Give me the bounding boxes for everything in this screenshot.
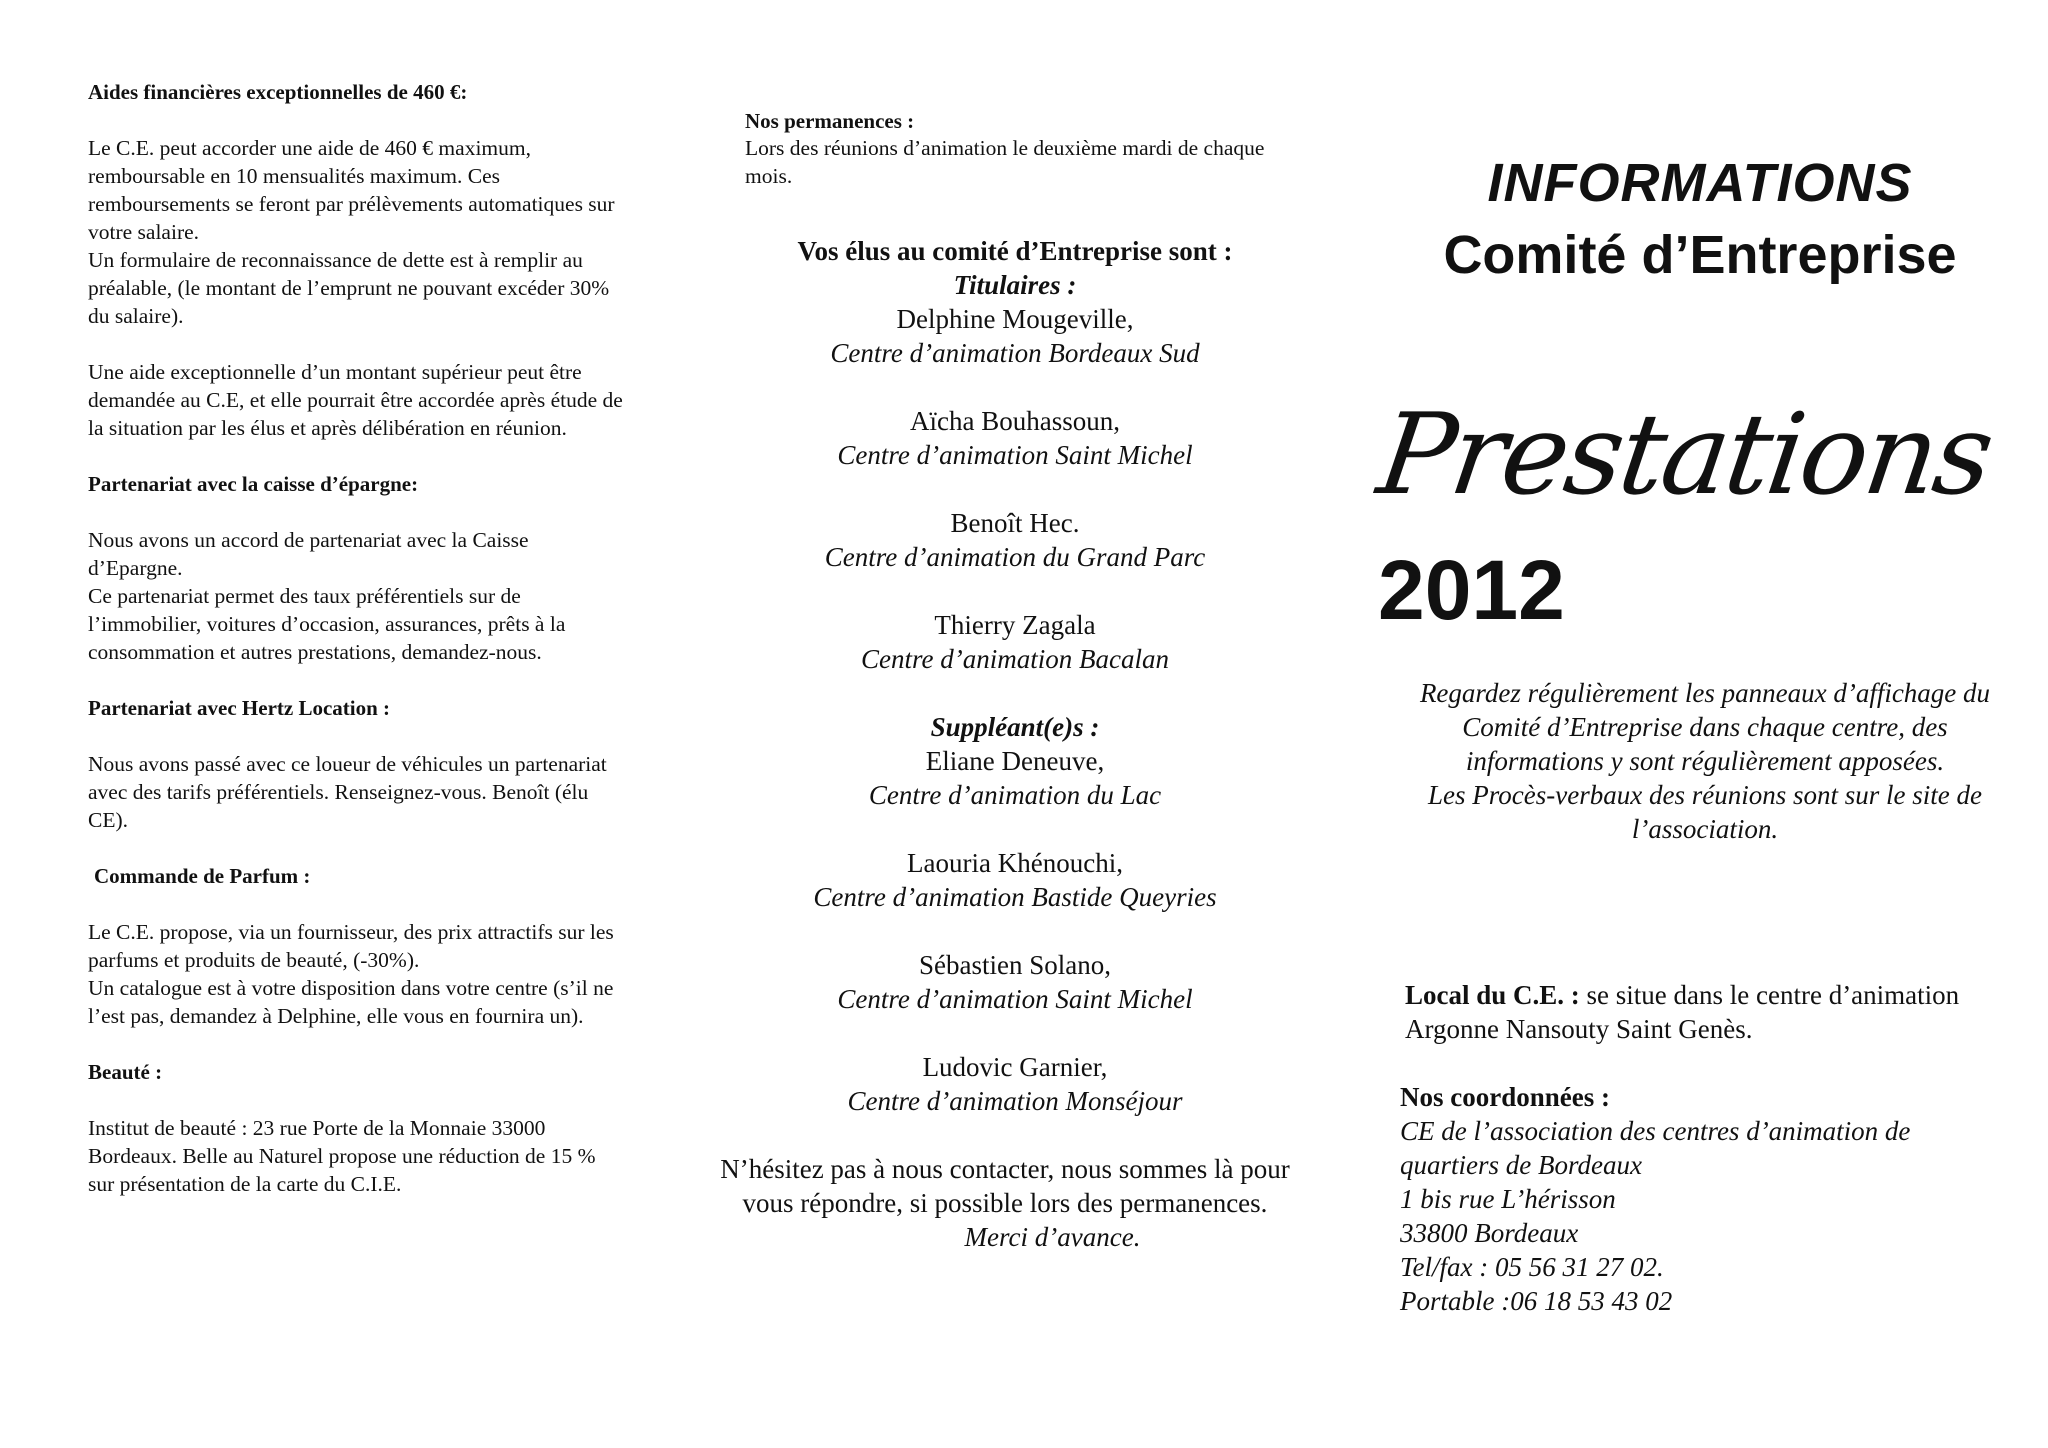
- contact-line: N’hésitez pas à nous contacter, nous sommes là pour: [720, 1154, 1290, 1184]
- coord-line: 33800 Bordeaux: [1400, 1218, 1579, 1248]
- titulaires-label: Titulaires :: [953, 270, 1077, 300]
- hertz-line: Nous avons passé avec ce loueur de véhicules un partenariat: [88, 752, 607, 776]
- member-name: Delphine Mougeville,: [896, 304, 1134, 334]
- notice-line: Comité d’Entreprise dans chaque centre, des: [1462, 712, 1948, 742]
- coord-line: CE de l’association des centres d’animation de: [1400, 1116, 1911, 1146]
- year-title: 2012: [1378, 543, 1565, 637]
- contact-thanks: Merci d’avance.: [964, 1222, 1141, 1252]
- caisse-line: consommation et autres prestations, demandez-nous.: [88, 640, 542, 664]
- coord-mobile: Portable :06 18 53 43 02: [1400, 1286, 1673, 1316]
- aides-line: Le C.E. peut accorder une aide de 460 € maximum,: [88, 136, 531, 160]
- caisse-line: l’immobilier, voitures d’occasion, assurances, prêts à la: [88, 612, 566, 636]
- member-centre: Centre d’animation du Lac: [868, 780, 1162, 810]
- permanences-heading: Nos permanences :: [745, 109, 915, 133]
- comite-title: Comité d’Entreprise: [1443, 225, 1957, 285]
- local-text: se situe dans le centre d’animation: [1579, 980, 1960, 1010]
- middle-column: [720, 108, 1365, 1254]
- notice-line: Regardez régulièrement les panneaux d’affichage du: [1419, 678, 1991, 708]
- member-centre: Centre d’animation Bordeaux Sud: [830, 338, 1200, 368]
- permanences-line: mois.: [745, 164, 793, 188]
- member-name: Laouria Khénouchi,: [907, 848, 1123, 878]
- member-centre: Centre d’animation Saint Michel: [837, 984, 1193, 1014]
- aides-line: Un formulaire de reconnaissance de dette est à remplir au: [88, 248, 583, 272]
- member-centre: Centre d’animation Monséjour: [847, 1086, 1183, 1116]
- affichage-notice: [1375, 676, 2035, 846]
- hertz-heading: Partenariat avec Hertz Location :: [88, 696, 391, 720]
- notice-line: informations y sont régulièrement apposées.: [1465, 746, 1945, 776]
- coord-line: 1 bis rue L’hérisson: [1400, 1184, 1616, 1214]
- cover-title: [1370, 150, 2030, 294]
- beaute-line: Institut de beauté : 23 rue Porte de la Monnaie 33000: [88, 1116, 546, 1140]
- member-name: Benoît Hec.: [950, 508, 1080, 538]
- caisse-heading: Partenariat avec la caisse d’épargne:: [88, 472, 419, 496]
- member-centre: Centre d’animation du Grand Parc: [824, 542, 1206, 572]
- member-name: Aïcha Bouhassoun,: [910, 406, 1120, 436]
- notice-line: Les Procès-verbaux des réunions sont sur le site de: [1428, 780, 1982, 810]
- coord-heading: Nos coordonnées :: [1400, 1082, 1610, 1112]
- local-label: Local du C.E. :: [1405, 980, 1580, 1010]
- beaute-line: sur présentation de la carte du C.I.E.: [88, 1172, 402, 1196]
- caisse-line: Nous avons un accord de partenariat avec la Caisse: [88, 528, 529, 552]
- aides-line: demandée au C.E, et elle pourrait être accordée après étude de: [88, 388, 623, 412]
- aides-heading: Aides financières exceptionnelles de 460 €:: [88, 80, 468, 104]
- parfum-line: l’est pas, demandez à Delphine, elle vous en fournira un).: [88, 1004, 584, 1028]
- suppleants-label: Suppléant(e)s :: [930, 712, 1100, 742]
- elus-list: [705, 234, 1325, 1118]
- left-column: [88, 78, 708, 1198]
- member-centre: Centre d’animation Bacalan: [861, 644, 1169, 674]
- caisse-line: d’Epargne.: [88, 556, 183, 580]
- prestations-title: Prestations: [1370, 390, 1999, 520]
- member-name: Ludovic Garnier,: [922, 1052, 1108, 1082]
- aides-line: remboursable en 10 mensualités maximum. Ces: [88, 164, 500, 188]
- coord-line: quartiers de Bordeaux: [1400, 1150, 1642, 1180]
- local-info: [1405, 978, 2045, 1046]
- contact-line: vous répondre, si possible lors des permanences.: [742, 1188, 1268, 1218]
- aides-line: votre salaire.: [88, 220, 200, 244]
- member-centre: Centre d’animation Bastide Queyries: [813, 882, 1217, 912]
- elus-heading: Vos élus au comité d’Entreprise sont :: [797, 236, 1233, 266]
- member-name: Sébastien Solano,: [919, 950, 1111, 980]
- informations-title: INFORMATIONS: [1487, 153, 1913, 213]
- hertz-line: CE).: [88, 808, 129, 832]
- caisse-line: Ce partenariat permet des taux préférentiels sur de: [88, 584, 521, 608]
- parfum-line: Le C.E. propose, via un fournisseur, des prix attractifs sur les: [88, 920, 614, 944]
- aides-line: Une aide exceptionnelle d’un montant supérieur peut être: [88, 360, 582, 384]
- member-name: Thierry Zagala: [934, 610, 1096, 640]
- beaute-heading: Beauté :: [88, 1060, 163, 1084]
- parfum-line: Un catalogue est à votre disposition dans votre centre (s’il ne: [88, 976, 614, 1000]
- permanences-line: Lors des réunions d’animation le deuxième mardi de chaque: [745, 136, 1265, 160]
- aides-line: du salaire).: [88, 304, 184, 328]
- aides-line: la situation par les élus et après délibération en réunion.: [88, 416, 567, 440]
- member-centre: Centre d’animation Saint Michel: [837, 440, 1193, 470]
- coordinates: [1400, 1080, 2040, 1318]
- aides-line: préalable, (le montant de l’emprunt ne pouvant excéder 30%: [88, 276, 610, 300]
- local-address: Argonne Nansouty Saint Genès.: [1405, 1014, 1753, 1044]
- parfum-line: parfums et produits de beauté, (-30%).: [88, 948, 420, 972]
- contact-message: [675, 1152, 1335, 1254]
- coord-phone: Tel/fax : 05 56 31 27 02.: [1400, 1252, 1664, 1282]
- parfum-heading: Commande de Parfum :: [94, 864, 311, 888]
- member-name: Eliane Deneuve,: [925, 746, 1105, 776]
- beaute-line: Bordeaux. Belle au Naturel propose une réduction de 15 %: [88, 1144, 596, 1168]
- hertz-line: avec des tarifs préférentiels. Renseignez-vous. Benoît (élu: [88, 780, 589, 804]
- notice-line: l’association.: [1631, 814, 1779, 844]
- aides-line: remboursements se feront par prélèvements automatiques sur: [88, 192, 615, 216]
